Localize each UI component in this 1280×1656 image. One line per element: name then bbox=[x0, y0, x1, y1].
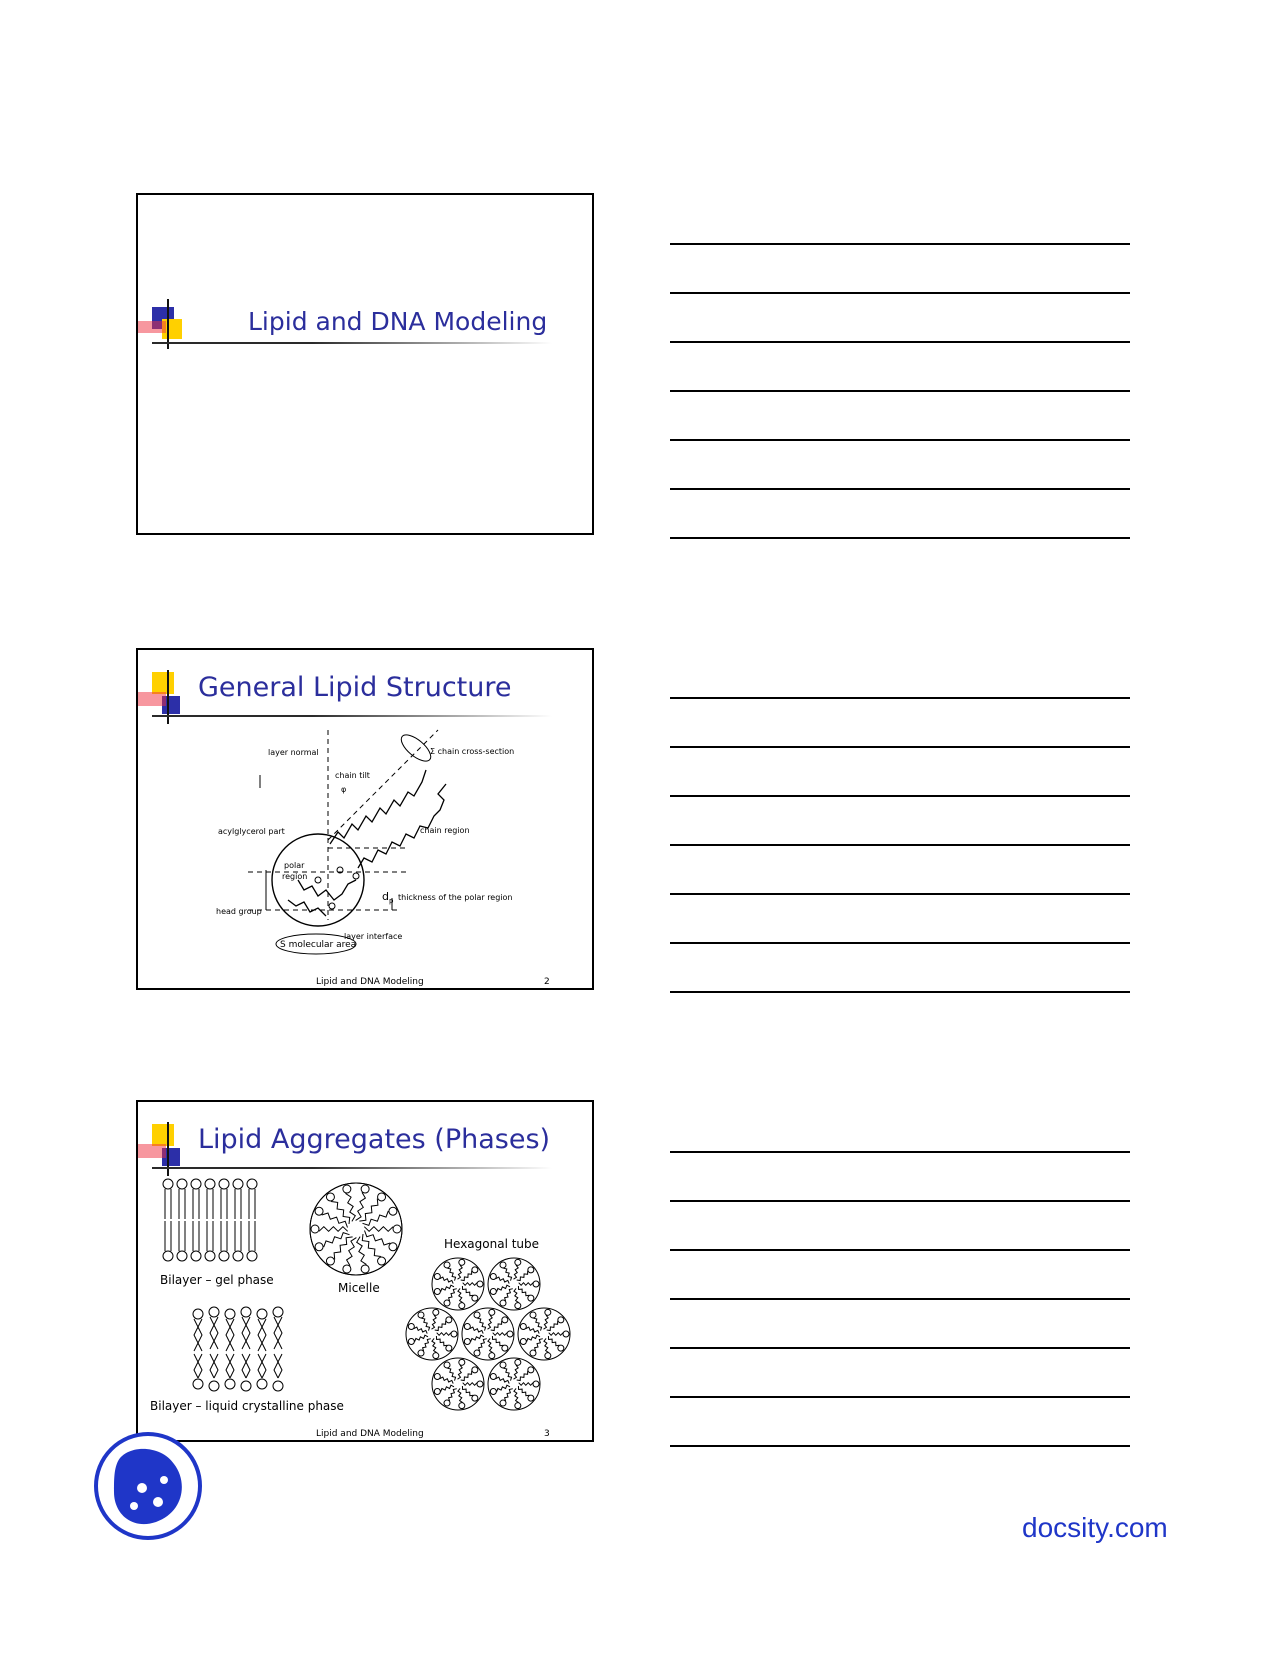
footer-title: Lipid and DNA Modeling bbox=[316, 1429, 424, 1439]
slide-decoration-icon bbox=[138, 1122, 198, 1182]
note-line bbox=[670, 1200, 1130, 1202]
title-rule bbox=[152, 715, 552, 717]
note-line bbox=[670, 893, 1130, 895]
bilayer-liquid-figure bbox=[193, 1307, 283, 1391]
note-line bbox=[670, 243, 1130, 245]
slide-title: Lipid and DNA Modeling bbox=[248, 307, 548, 336]
lipid-aggregates-figure bbox=[138, 1174, 592, 1414]
label-chain-region: chain region bbox=[420, 826, 470, 835]
note-line bbox=[670, 1347, 1130, 1349]
slide-decoration-icon bbox=[138, 670, 198, 730]
docsity-logo-icon[interactable] bbox=[92, 1430, 204, 1542]
label-tilt-symbol: φ bbox=[341, 785, 347, 794]
note-line bbox=[670, 1249, 1130, 1251]
lipid-structure-figure bbox=[208, 720, 538, 970]
note-line bbox=[670, 488, 1130, 490]
label-head-group: head group bbox=[216, 907, 262, 916]
footer-title: Lipid and DNA Modeling bbox=[316, 977, 424, 987]
note-line bbox=[670, 1298, 1130, 1300]
slide-3 bbox=[136, 1100, 594, 1442]
page-number: 2 bbox=[544, 977, 550, 987]
note-line bbox=[670, 746, 1130, 748]
label-acylglycerol-part: acylglycerol part bbox=[218, 827, 285, 836]
note-line bbox=[670, 697, 1130, 699]
hexagonal-tube-figure bbox=[406, 1258, 570, 1410]
slide-title: Lipid Aggregates (Phases) bbox=[198, 1124, 551, 1155]
note-line bbox=[670, 991, 1130, 993]
note-line bbox=[670, 942, 1130, 944]
label-hexagonal: Hexagonal tube bbox=[444, 1237, 540, 1251]
note-line bbox=[670, 341, 1130, 343]
note-line bbox=[670, 844, 1130, 846]
page-number: 3 bbox=[544, 1429, 550, 1439]
label-chain-tilt: chain tilt bbox=[335, 771, 370, 780]
label-chain-cross-section: Σ chain cross-section bbox=[430, 747, 515, 756]
label-bilayer-liquid: Bilayer – liquid crystalline phase bbox=[150, 1399, 344, 1413]
note-line bbox=[670, 292, 1130, 294]
bilayer-gel-phase-figure bbox=[163, 1179, 257, 1261]
note-line bbox=[670, 439, 1130, 441]
label-layer-normal: layer normal bbox=[268, 748, 319, 757]
label-micelle: Micelle bbox=[338, 1281, 380, 1295]
label-bilayer-gel: Bilayer – gel phase bbox=[160, 1273, 274, 1287]
label-region: region bbox=[282, 872, 308, 881]
note-line bbox=[670, 1151, 1130, 1153]
slide-1 bbox=[136, 193, 594, 535]
title-rule bbox=[152, 342, 552, 344]
note-line bbox=[670, 537, 1130, 539]
note-line bbox=[670, 795, 1130, 797]
label-polar: polar bbox=[284, 861, 305, 870]
micelle-figure bbox=[310, 1183, 402, 1275]
title-rule bbox=[152, 1167, 552, 1169]
label-layer-interface: layer interface bbox=[344, 932, 403, 941]
note-line bbox=[670, 390, 1130, 392]
brand-link[interactable]: docsity.com bbox=[1022, 1512, 1168, 1543]
slide-decoration-icon bbox=[138, 299, 198, 359]
note-line bbox=[670, 1445, 1130, 1447]
slide-2 bbox=[136, 648, 594, 990]
note-line bbox=[670, 1396, 1130, 1398]
label-dp: $d_p$ bbox=[382, 890, 394, 905]
label-thickness: thickness of the polar region bbox=[398, 893, 513, 902]
label-molecular-area: S molecular area bbox=[280, 940, 357, 950]
slide-title: General Lipid Structure bbox=[198, 672, 512, 703]
